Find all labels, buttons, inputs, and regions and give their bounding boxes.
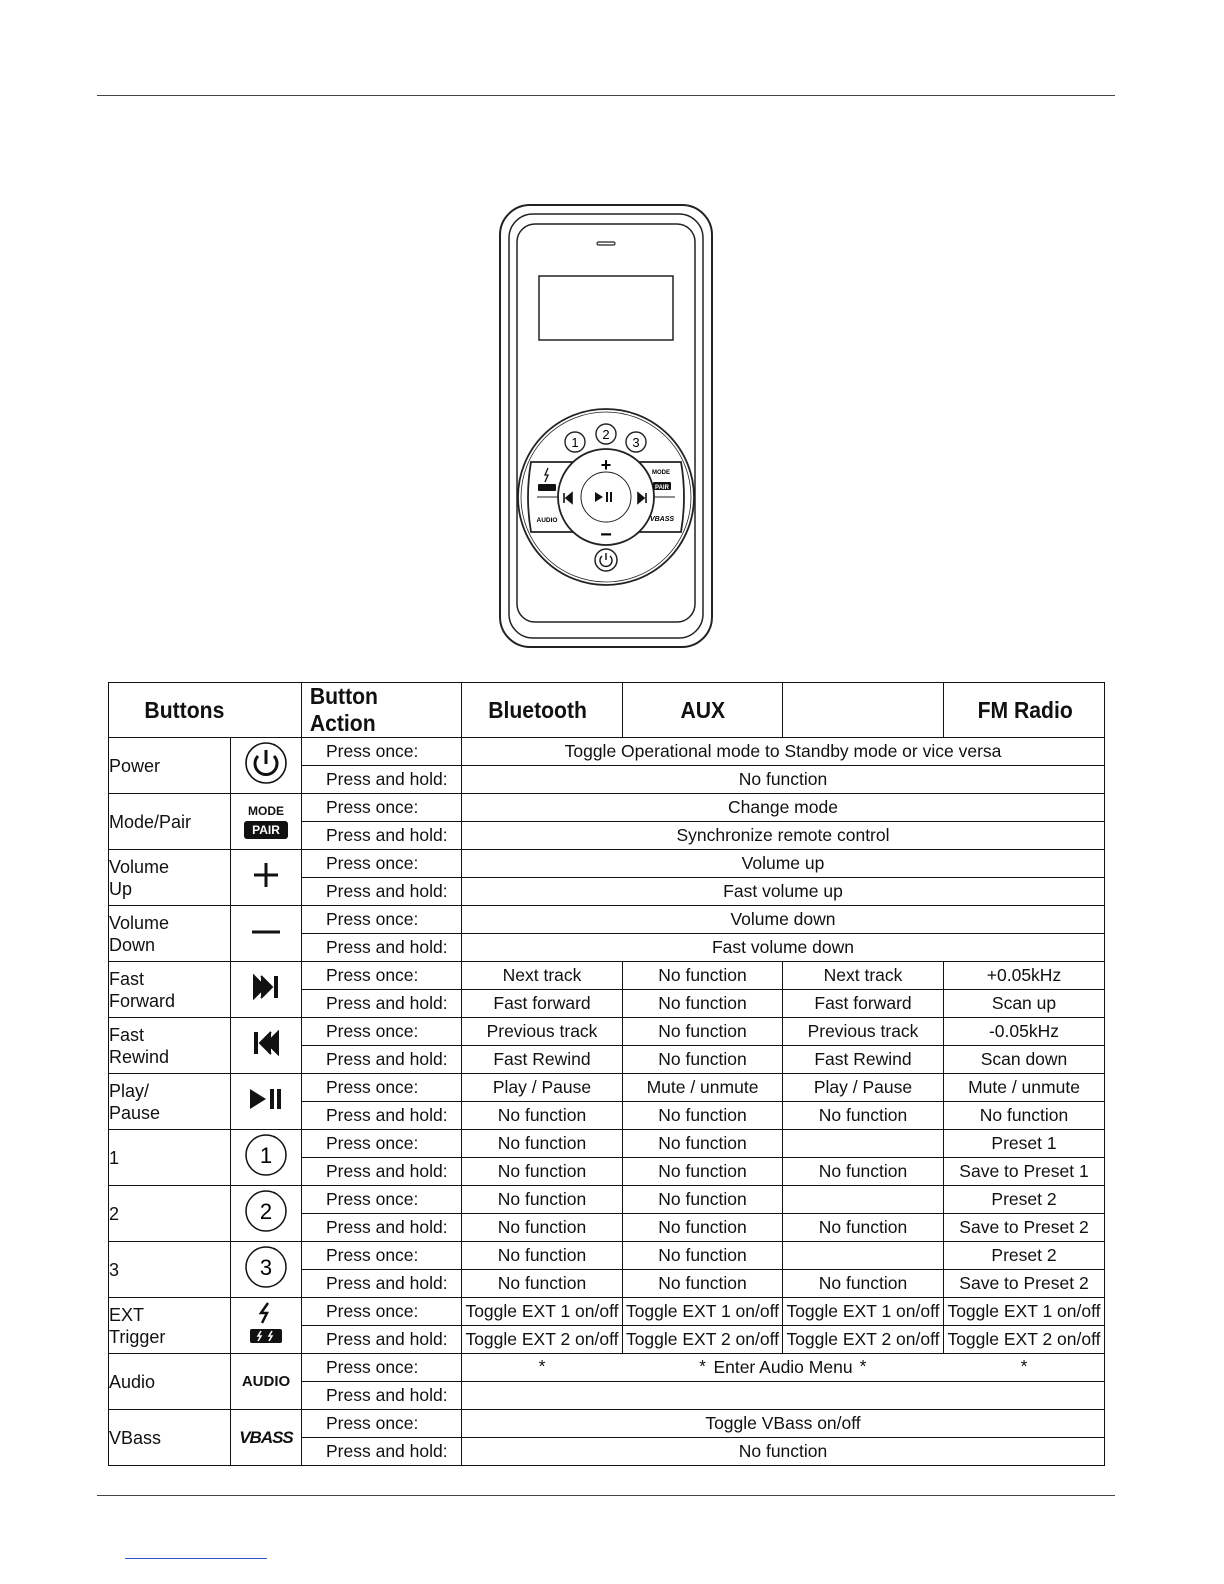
action-cell (302, 1018, 462, 1074)
button-icon-cell (231, 794, 302, 850)
press-once-value: +0.05kHz (944, 962, 1104, 990)
press-hold-value: No function (658, 1161, 747, 1181)
press-hold-value: No function (658, 1273, 747, 1293)
press-once-value: Preset 2 (944, 1186, 1104, 1214)
table-row (109, 1018, 1105, 1074)
svg-text:−: − (600, 524, 612, 546)
press-hold-label: Press and hold: (326, 1441, 448, 1461)
button-name: VBass (109, 1410, 231, 1466)
press-once-value: Toggle EXT 1 on/off (623, 1298, 782, 1326)
action-cell (302, 850, 462, 906)
press-once-label: Press once: (302, 1018, 461, 1046)
mode-pair-icon: MODE PAIR (231, 804, 301, 838)
press-once-value: No function (623, 1018, 782, 1046)
press-hold-value: No function (497, 1105, 587, 1125)
header-bluetooth: Bluetooth (462, 683, 610, 738)
action-cell (302, 1410, 462, 1466)
mode-cell (462, 1186, 623, 1242)
press-once-value: Toggle EXT 1 on/off (462, 1298, 622, 1326)
mode-cell (944, 1018, 1105, 1074)
button-icon-cell (231, 850, 302, 906)
ext-trigger-icon (248, 1301, 284, 1345)
svg-text:+: + (600, 455, 612, 475)
play-pause-icon (248, 1087, 284, 1111)
table-row (109, 794, 1105, 850)
minus-icon (250, 926, 282, 938)
action-cell (302, 738, 462, 794)
action-cell (302, 1242, 462, 1298)
all-modes-cell (462, 906, 1105, 962)
mode-cell (623, 1186, 783, 1242)
press-hold-label: Press and hold: (326, 1161, 448, 1181)
mode-cell (462, 962, 623, 1018)
mode-cell (623, 962, 783, 1018)
press-hold-value: Toggle EXT 2 on/off * (947, 1329, 1101, 1376)
header-rule (97, 95, 1115, 96)
table-row (109, 906, 1105, 962)
plus-icon (251, 860, 281, 890)
press-once-label: Press once: (302, 1242, 461, 1270)
mode-cell (623, 1242, 783, 1298)
mode-cell (623, 1018, 783, 1074)
press-hold-value: Fast volume down (711, 937, 854, 957)
preset-2-icon (244, 1189, 288, 1233)
footer-link-underline (125, 1558, 267, 1559)
button-name: Power (109, 738, 231, 794)
press-hold-label: Press and hold: (326, 825, 448, 845)
press-once-label: Press once: (302, 1186, 461, 1214)
press-hold-label: Press and hold: (326, 1105, 448, 1125)
mode-cell (944, 1074, 1105, 1130)
press-hold-label: Press and hold: (326, 769, 448, 789)
button-icon-cell (231, 738, 302, 794)
svg-text:AUDIO: AUDIO (536, 517, 558, 524)
svg-text:1: 1 (259, 1143, 273, 1168)
press-hold-value: No function (658, 1217, 747, 1237)
table-row (109, 1242, 1105, 1298)
press-once-label: Press once: (302, 1354, 461, 1382)
mode-cell (783, 1074, 944, 1130)
press-hold-value: No function (658, 993, 747, 1013)
table-row (109, 962, 1105, 1018)
button-name: 3 (109, 1242, 231, 1298)
mode-cell (462, 1242, 623, 1298)
mode-cell (783, 1018, 944, 1074)
press-hold-value: Save to Preset 2 (959, 1217, 1089, 1237)
press-once-label: Press once: (302, 1074, 461, 1102)
press-once-value (783, 1130, 943, 1158)
press-hold-value: Fast Rewind (493, 1049, 591, 1069)
press-once-value: No function (623, 962, 782, 990)
press-hold-value: No function (738, 1441, 828, 1461)
press-hold-label: Press and hold: (326, 1273, 448, 1293)
button-icon-cell (231, 1186, 302, 1242)
mode-cell (462, 1074, 623, 1130)
table-row (109, 1354, 1105, 1410)
button-name: Fast Rewind (109, 1018, 231, 1074)
mode-cell (462, 1130, 623, 1186)
press-hold-value: Save to Preset 2 (959, 1273, 1089, 1293)
press-once-value: Play / Pause (783, 1074, 943, 1102)
button-icon-cell (231, 1242, 302, 1298)
button-icon-cell (231, 1074, 302, 1130)
press-hold-label: Press and hold: (326, 1049, 448, 1069)
press-hold-value: Fast Rewind (814, 1049, 912, 1069)
mode-cell (783, 1242, 944, 1298)
press-hold-label: Press and hold: (326, 1329, 448, 1349)
remote-display (539, 276, 673, 340)
press-once-value: Previous track (783, 1018, 943, 1046)
action-cell (302, 1298, 462, 1354)
mode-cell (783, 962, 944, 1018)
mode-cell (623, 1074, 783, 1130)
press-once-label: Press once: (302, 1410, 461, 1438)
press-once-value: Toggle EXT 1 on/off (944, 1298, 1104, 1326)
button-icon-cell (231, 1018, 302, 1074)
press-hold-label: Press and hold: (326, 1217, 448, 1237)
press-once-label: Press once: (302, 850, 461, 878)
mode-cell (783, 1130, 944, 1186)
header-blank (783, 683, 931, 738)
table-row (109, 1074, 1105, 1130)
mode-cell (623, 1298, 783, 1376)
audio-icon: AUDIO (241, 1372, 291, 1390)
press-once-value: No function (623, 1186, 782, 1214)
press-once-label: Press once: (302, 1130, 461, 1158)
svg-text:2: 2 (602, 427, 610, 442)
button-icon-cell (231, 962, 302, 1018)
all-modes-cell (462, 1410, 1105, 1466)
preset-3-icon (244, 1245, 288, 1289)
mode-cell (944, 962, 1105, 1018)
action-cell (302, 794, 462, 850)
press-once-value: No function (623, 1242, 782, 1270)
press-once-label: Press once: (302, 738, 461, 766)
press-once-value: Next track (783, 962, 943, 990)
table-row (109, 1130, 1105, 1186)
mode-cell (944, 1130, 1105, 1186)
header-aux: AUX (623, 683, 770, 738)
svg-text:3: 3 (632, 435, 640, 450)
press-hold-value: No function (658, 1049, 747, 1069)
mode-cell (783, 1186, 944, 1242)
press-hold-value: Toggle EXT 2 on/off * (625, 1329, 780, 1376)
press-once-value: Volume up (462, 850, 1104, 878)
press-hold-value: Toggle EXT 2 on/off * (786, 1329, 940, 1376)
press-once-value: No function (462, 1130, 622, 1158)
button-name: 1 (109, 1130, 231, 1186)
button-name: Fast Forward (109, 962, 231, 1018)
mode-cell (462, 1018, 623, 1074)
header-buttons: Buttons (109, 683, 287, 738)
table-row (109, 1298, 1105, 1354)
action-cell (302, 962, 462, 1018)
press-once-value: Enter Audio Menu (462, 1354, 1104, 1382)
all-modes-cell (462, 738, 1105, 794)
press-once-value (783, 1186, 943, 1214)
button-name: Mode/Pair (109, 794, 231, 850)
press-hold-value: No function (497, 1217, 587, 1237)
press-once-value: Previous track (462, 1018, 622, 1046)
header-button-action: Button Action (302, 683, 449, 738)
press-hold-label: Press and hold: (326, 993, 448, 1013)
svg-text:1: 1 (571, 435, 579, 450)
action-cell (302, 1186, 462, 1242)
press-hold-value: Save to Preset 1 (959, 1161, 1089, 1181)
mode-cell (944, 1186, 1105, 1242)
press-once-value: Play / Pause (462, 1074, 622, 1102)
press-once-value: Volume down (462, 906, 1104, 934)
press-hold-value: No function (979, 1105, 1069, 1125)
all-modes-cell (462, 794, 1105, 850)
vbass-icon: VBASS (239, 1427, 293, 1447)
press-hold-label: Press and hold: (326, 1385, 448, 1405)
button-name: Play/ Pause (109, 1074, 231, 1130)
press-hold-value: No function (738, 769, 828, 789)
fast-forward-icon (251, 974, 281, 1000)
press-once-value: Toggle EXT 1 on/off (783, 1298, 943, 1326)
remote-control-illustration (495, 200, 717, 652)
table-row (109, 738, 1105, 794)
button-icon-cell (231, 906, 302, 962)
power-icon (244, 741, 288, 785)
button-name: Audio (109, 1354, 231, 1410)
button-name: Volume Up (109, 850, 231, 906)
button-icon-cell (231, 1298, 302, 1354)
press-once-value: Toggle VBass on/off (462, 1410, 1104, 1438)
mode-cell (623, 1130, 783, 1186)
button-name: EXT Trigger (109, 1298, 231, 1354)
svg-text:3: 3 (259, 1255, 273, 1280)
press-once-value: -0.05kHz (944, 1018, 1104, 1046)
action-cell (302, 1354, 462, 1410)
header-fm-radio: FM Radio (944, 683, 1092, 738)
press-hold-value: Scan down (980, 1049, 1068, 1069)
press-hold-value: No function (818, 1217, 908, 1237)
svg-text:2: 2 (259, 1199, 273, 1224)
table-row (109, 1186, 1105, 1242)
press-hold-value: No function (818, 1105, 908, 1125)
press-once-label: Press once: (302, 794, 461, 822)
press-once-value: Next track (462, 962, 622, 990)
button-icon-cell (231, 1130, 302, 1186)
press-hold-value: No function (658, 1105, 747, 1125)
press-once-value: Toggle Operational mode to Standby mode or vice versa (462, 738, 1104, 766)
button-icon-cell (231, 1354, 302, 1410)
press-hold-value: No function (818, 1161, 908, 1181)
table-row (109, 1410, 1105, 1466)
press-once-label: Press once: (302, 906, 461, 934)
mode-cell (462, 1298, 623, 1376)
press-once-value: Mute / unmute (623, 1074, 782, 1102)
all-modes-cell (462, 850, 1105, 906)
press-hold-value: No function (818, 1273, 908, 1293)
action-cell (302, 1130, 462, 1186)
press-hold-value: Toggle EXT 2 on/off * (465, 1329, 619, 1376)
press-once-value: No function (462, 1242, 622, 1270)
press-hold-value: Scan up (991, 993, 1057, 1013)
action-cell (302, 1074, 462, 1130)
press-hold-value: No function (497, 1273, 587, 1293)
press-once-value: Preset 1 (944, 1130, 1104, 1158)
press-hold-value (462, 1382, 1104, 1409)
press-once-label: Press once: (302, 1298, 461, 1326)
press-once-value (783, 1242, 943, 1270)
mode-cell (944, 1298, 1105, 1376)
button-name: 2 (109, 1186, 231, 1242)
table-row (109, 850, 1105, 906)
button-name: Volume Down (109, 906, 231, 962)
press-once-value: No function (623, 1130, 782, 1158)
press-hold-value: Fast forward (814, 993, 912, 1013)
all-modes-cell (462, 1354, 1105, 1410)
press-hold-label: Press and hold: (326, 937, 448, 957)
press-once-value: Change mode (462, 794, 1104, 822)
press-once-label: Press once: (302, 962, 461, 990)
button-icon-cell (231, 1410, 302, 1466)
press-once-value: Mute / unmute (944, 1074, 1104, 1102)
mode-cell (783, 1298, 944, 1376)
svg-text:VBASS: VBASS (649, 516, 675, 523)
press-hold-value: Synchronize remote control (676, 825, 890, 845)
press-hold-value: Fast volume up (723, 881, 843, 901)
press-once-value: No function (462, 1186, 622, 1214)
press-once-value: Preset 2 (944, 1242, 1104, 1270)
press-hold-value: No function (497, 1161, 587, 1181)
svg-text:PAIR: PAIR (655, 485, 669, 491)
preset-1-icon (244, 1133, 288, 1177)
press-hold-label: Press and hold: (326, 881, 448, 901)
svg-text:MODE: MODE (652, 470, 670, 476)
mode-cell (944, 1242, 1105, 1298)
action-cell (302, 906, 462, 962)
footer-rule (97, 1495, 1115, 1496)
press-hold-value: Fast forward (493, 993, 591, 1013)
button-function-table (108, 682, 1105, 1466)
fast-rewind-icon (251, 1030, 281, 1056)
